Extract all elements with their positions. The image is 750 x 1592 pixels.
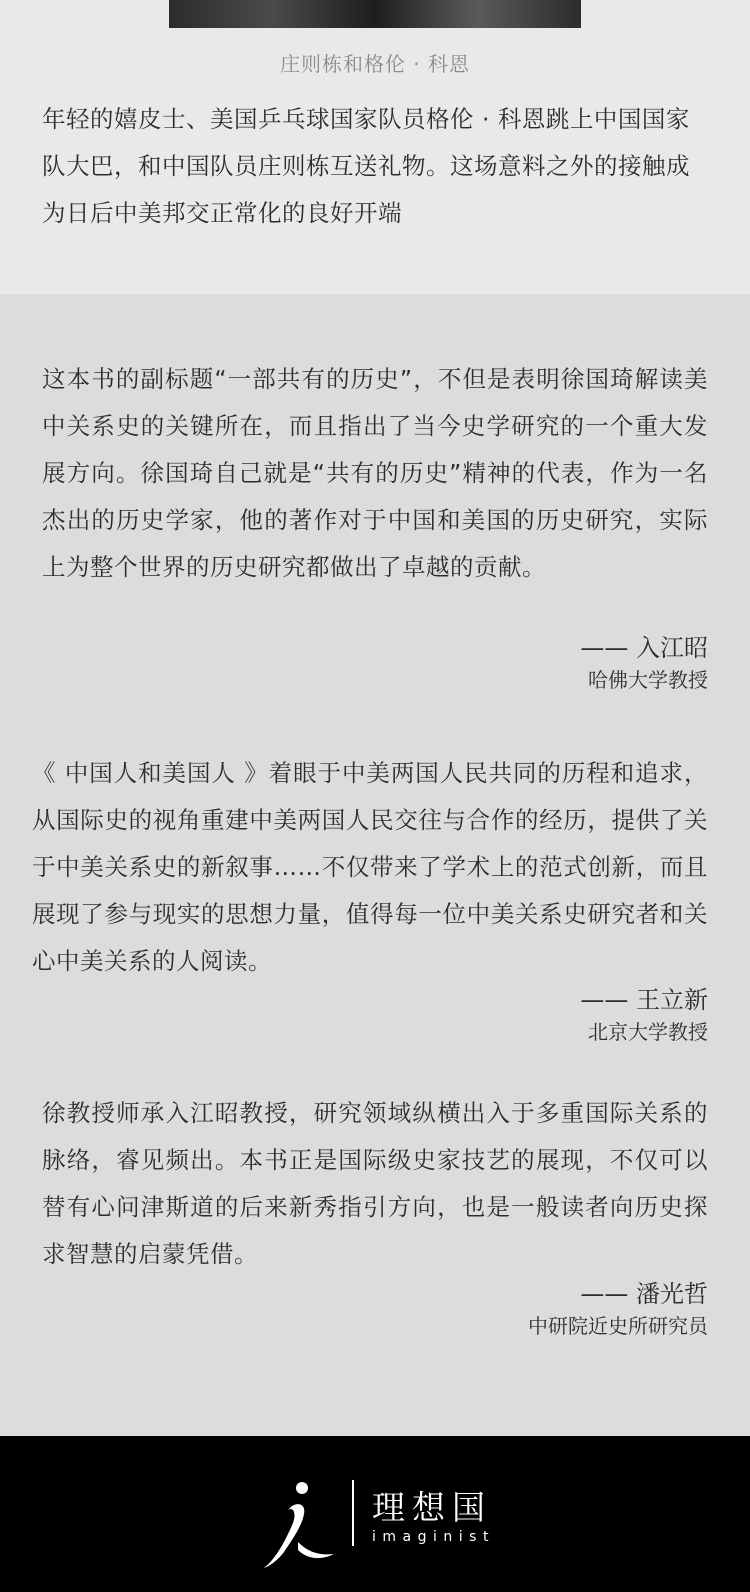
photo	[169, 0, 581, 28]
endorsement-author-1: —— 入江昭	[580, 634, 708, 662]
endorsement-author-title-2: 北京大学教授	[588, 1020, 708, 1044]
endorsement-quote-2: 《 中国人和美国人 》着眼于中美两国人民共同的历程和追求，从国际史的视角重建中美两国人民交往与合作的经历，提供了关于中美关系史的新叙事……不仅带来了学术上的范式创新，而且展现了参与现实的思想力量，值得每一位中美关系史研究者和关心中美关系的人阅读。	[32, 759, 708, 975]
endorsements-section	[0, 294, 750, 1436]
endorsement-author-title-1: 哈佛大学教授	[588, 668, 708, 692]
endorsement-quote-1: 这本书的副标题“一部共有的历史”，不但是表明徐国琦解读美中关系史的关键所在，而且指出了当今史学研究的一个重大发展方向。徐国琦自己就是“共有的历史”精神的代表，作为一名杰出的历史学家，他的著作对于中国和美国的历史研究，实际上为整个世界的历史研究都做出了卓越的贡献。	[42, 365, 708, 581]
photo-caption-section	[0, 0, 750, 294]
endorsement-author-title-3: 中研院近史所研究员	[528, 1314, 708, 1338]
imaginist-i-logo-icon	[262, 1480, 336, 1572]
photo-description: 年轻的嬉皮士、美国乒乓球国家队员格伦 · 科恩跳上中国国家队大巴，和中国队员庄则栋互送礼物。这场意料之外的接触成为日后中美邦交正常化的良好开端	[42, 105, 690, 227]
endorsement-quote-3: 徐教授师承入江昭教授，研究领域纵横出入于多重国际关系的脉络，睿见频出。本书正是国际级史家技艺的展现，不仅可以替有心问津斯道的后来新秀指引方向，也是一般读者向历史探求智慧的启蒙凭借。	[42, 1099, 708, 1268]
brand-name-english: imaginist	[372, 1529, 495, 1545]
photo-caption: 庄则栋和格伦 · 科恩	[279, 52, 471, 76]
endorsement-author-3: —— 潘光哲	[580, 1280, 708, 1308]
publisher-footer	[0, 1436, 750, 1592]
endorsement-author-2: —— 王立新	[580, 986, 708, 1014]
brand-name-chinese: 理想国	[372, 1488, 492, 1527]
logo-divider	[352, 1480, 354, 1546]
